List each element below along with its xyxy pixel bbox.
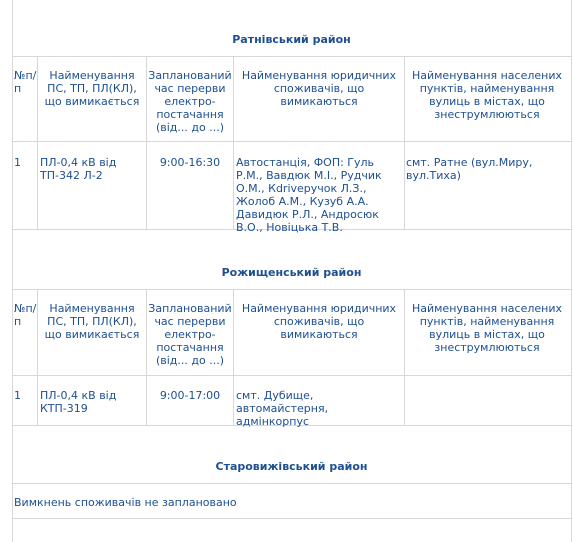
district-title: Рожищенський район <box>221 266 362 279</box>
column-divider <box>404 289 405 425</box>
row-name: ПЛ-0,4 кВ від КТП-319 <box>40 389 117 415</box>
row-divider <box>12 375 571 376</box>
header-num: №п/п <box>14 302 37 328</box>
row-name: ПЛ-0,4 кВ від ТП-342 Л-2 <box>40 156 117 182</box>
header-time: Запланований час перерви електро-постачання (від... до ...) <box>148 302 232 367</box>
row-locations: смт. Ратне (вул.Миру, вул.Тиха) <box>406 156 533 182</box>
header-name: Найменування ПС, ТП, ПЛ(КЛ), що вимикається <box>44 69 140 108</box>
row-divider <box>12 141 571 142</box>
column-divider <box>37 56 38 229</box>
row-time: 9:00-17:00 <box>159 389 221 402</box>
header-time: Запланований час перерви електро-постачання (від... до ...) <box>148 69 232 134</box>
column-divider <box>146 289 147 425</box>
column-divider <box>404 56 405 229</box>
row-time: 9:00-16:30 <box>159 156 221 169</box>
column-divider <box>233 289 234 425</box>
header-locations: Найменування населених пунктів, найменування вулиць в містах, що знеструмлюються <box>411 302 563 354</box>
district-title: Ратнівський район <box>232 33 351 46</box>
header-consumers: Найменування юридичних споживачів, що вимикаються <box>241 69 397 108</box>
row-divider <box>12 56 571 57</box>
row-divider <box>12 289 571 290</box>
column-divider <box>146 56 147 229</box>
header-name: Найменування ПС, ТП, ПЛ(КЛ), що вимикається <box>44 302 140 341</box>
column-divider <box>233 56 234 229</box>
column-divider <box>37 289 38 425</box>
district-title: Старовижівський район <box>215 460 368 473</box>
row-divider <box>12 483 571 484</box>
row-consumers: Автостанція, ФОП: Гуль Р.М., Вавдюк М.І., Рудчик О.М., Кdriveручок Л.З., Жолоб А.М., Кузуб А.А. Давидюк Р.Л., Андросюк В.О., Новіцька Т.В. <box>236 156 382 234</box>
row-consumers: смт. Дубище, автомайстерня, адмінкорпус <box>236 389 329 428</box>
row-divider <box>12 518 571 519</box>
header-num: №п/п <box>14 69 37 95</box>
no-outages-note: Вимкнень споживачів не заплановано <box>14 496 237 509</box>
header-consumers: Найменування юридичних споживачів, що вимикаються <box>241 302 397 341</box>
row-num: 1 <box>14 389 21 402</box>
header-locations: Найменування населених пунктів, найменування вулиць в містах, що знеструмлюються <box>411 69 563 121</box>
row-num: 1 <box>14 156 21 169</box>
